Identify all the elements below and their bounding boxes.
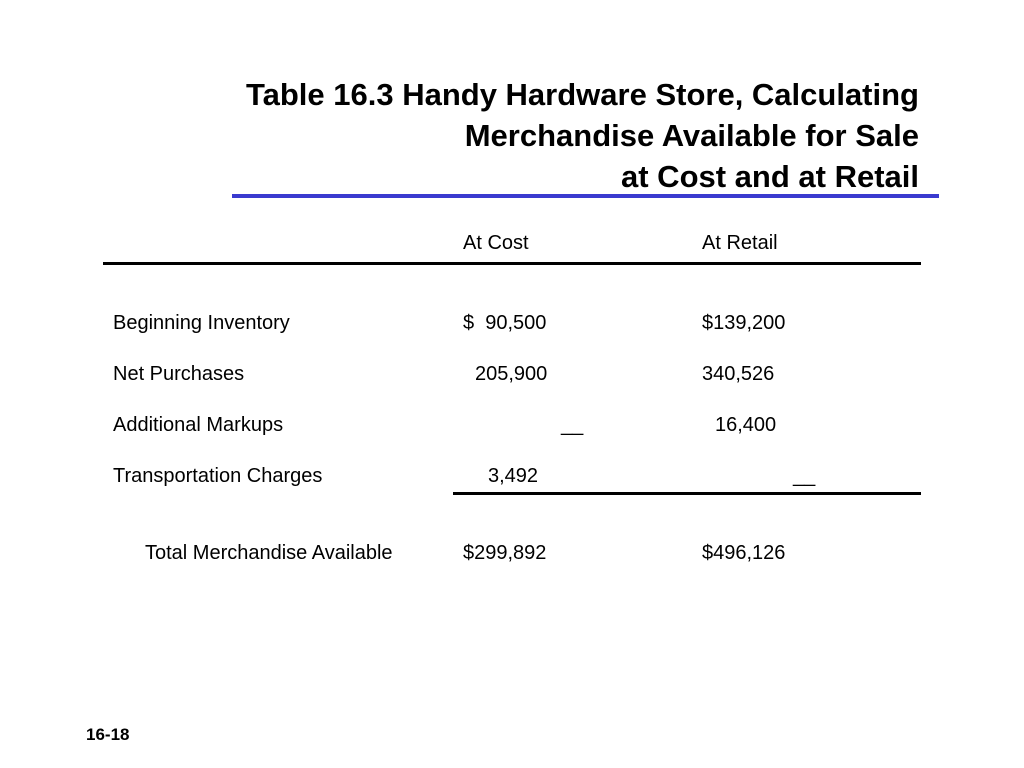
total-retail: $496,126 [702, 542, 786, 564]
row-retail-beginning-inventory: $139,200 [702, 312, 786, 334]
row-label-transportation-charges: Transportation Charges [113, 465, 323, 487]
slide-title [246, 74, 919, 197]
subtotal-rule [453, 492, 921, 495]
row-label-beginning-inventory: Beginning Inventory [113, 312, 290, 334]
total-label: Total Merchandise Available [145, 542, 393, 564]
row-cost-beginning-inventory: $ 90,500 [463, 312, 547, 334]
row-cost-transportation-charges: 3,492 [488, 465, 539, 487]
title-underline [232, 194, 939, 198]
row-cost-additional-markups: __ [561, 414, 584, 436]
title-line-1: Table 16.3 Handy Hardware Store, Calculating [245, 77, 919, 112]
header-rule [103, 262, 921, 265]
row-label-additional-markups: Additional Markups [113, 414, 284, 436]
row-retail-additional-markups: 16,400 [715, 414, 777, 436]
title-line-3: at Cost and at Retail [621, 159, 919, 194]
row-retail-transportation-charges: __ [793, 465, 816, 487]
column-header-at-retail: At Retail [702, 232, 778, 254]
row-cost-net-purchases: 205,900 [475, 363, 548, 385]
total-cost: $299,892 [463, 542, 547, 564]
column-header-at-cost: At Cost [463, 232, 529, 254]
row-retail-net-purchases: 340,526 [702, 363, 775, 385]
title-line-2: Merchandise Available for Sale [464, 118, 919, 153]
slide-number: 16-18 [86, 725, 130, 744]
row-label-net-purchases: Net Purchases [113, 363, 245, 385]
